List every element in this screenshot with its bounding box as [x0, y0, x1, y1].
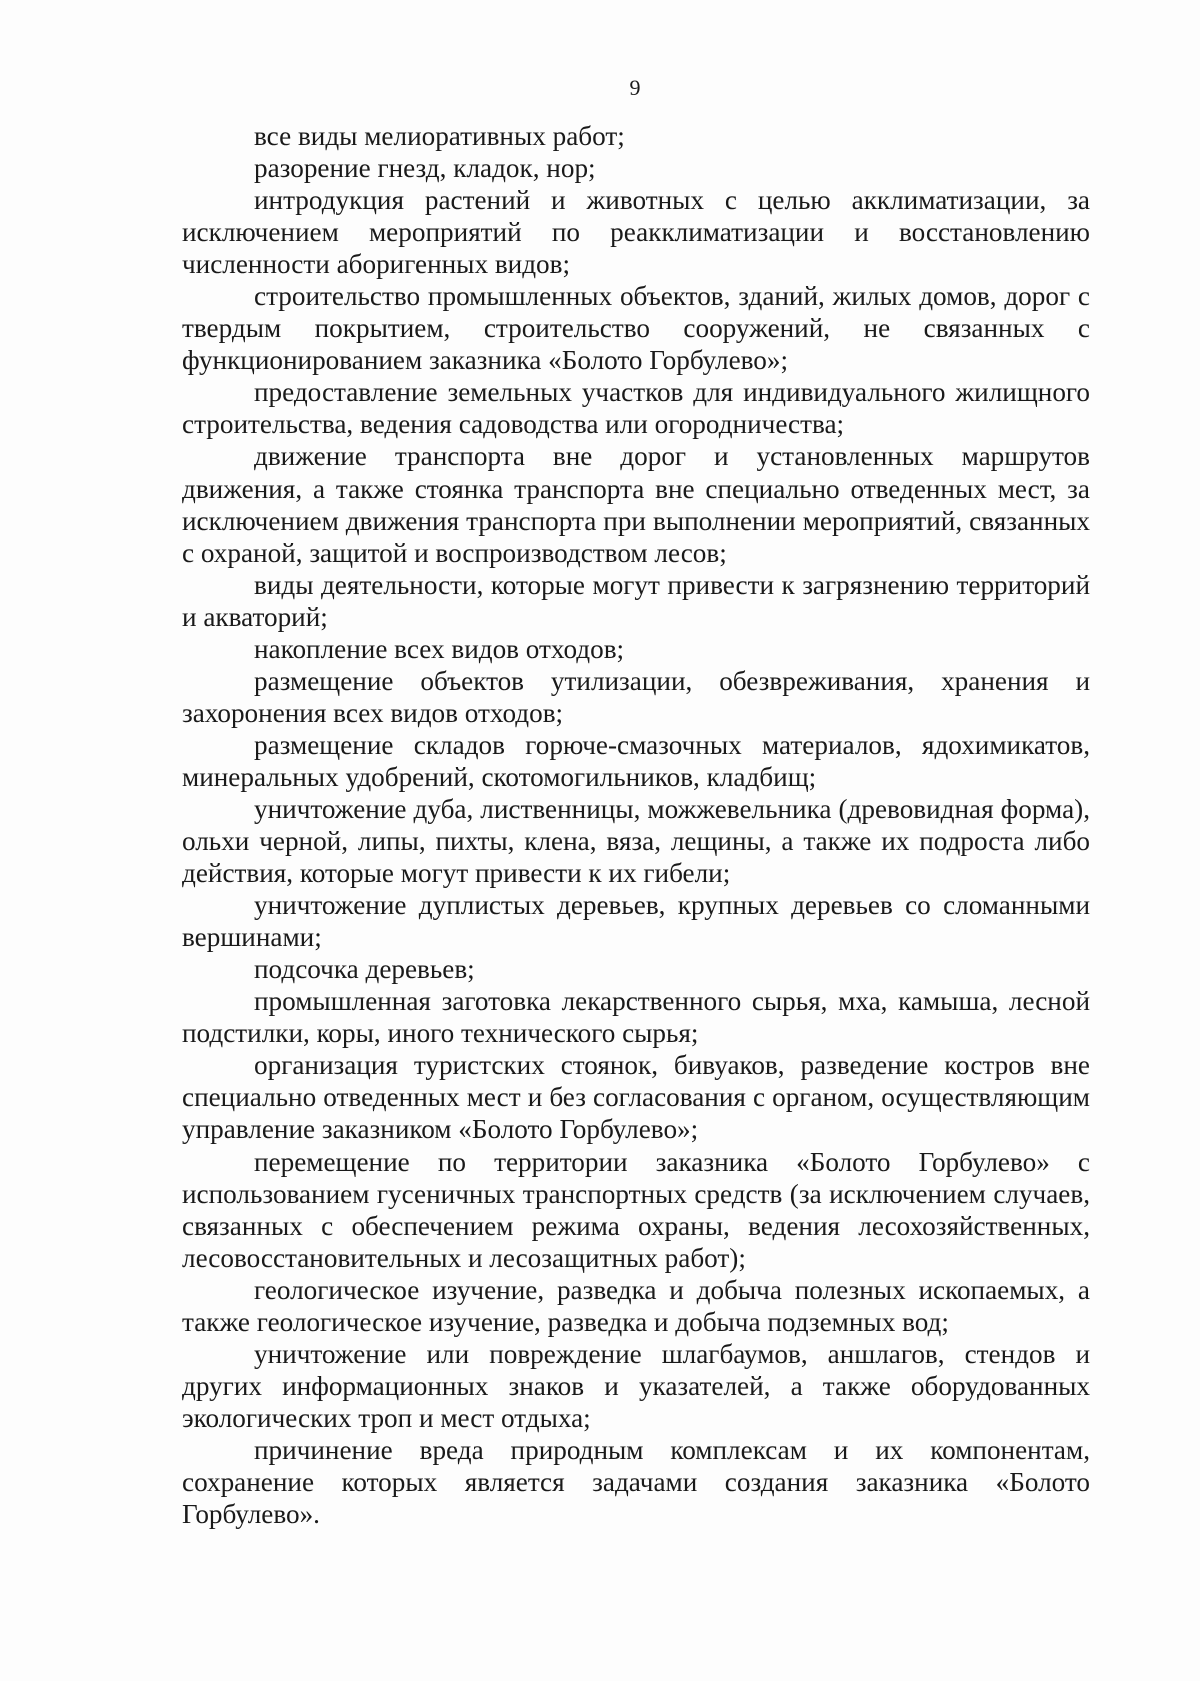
list-item: строительство промышленных объектов, зданий, жилых домов, дорог с твердым покрытием, строительство сооружений, не связанных с функционированием заказника «Болото Горбулево»; — [182, 281, 1090, 376]
list-item: размещение складов горюче-смазочных материалов, ядохимикатов, минеральных удобрений, скотомогильников, кладбищ; — [182, 729, 1090, 792]
list-item: движение транспорта вне дорог и установленных маршрутов движения, а также стоянка транспорта вне специально отведенных мест, за исключением движения транспорта при выполнении мероприятий, связанных с охраной, защитой и воспроизводством лесов; — [182, 441, 1090, 568]
list-item: уничтожение дуплистых деревьев, крупных деревьев со сломанными вершинами; — [182, 890, 1090, 953]
list-item: причинение вреда природным комплексам и их компонентам, сохранение которых является задачами создания заказника «Болото Горбулево». — [182, 1434, 1090, 1530]
list-item: подсочка деревьев; — [254, 954, 475, 985]
list-item: интродукция растений и животных с целью акклиматизации, за исключением мероприятий по реакклиматизации и восстановлению численности аборигенных видов; — [182, 185, 1090, 280]
list-item: виды деятельности, которые могут привести к загрязнению территорий и акваторий; — [182, 569, 1090, 632]
list-item: организация туристских стоянок, бивуаков, разведение костров вне специально отведенных мест и без согласования с органом, осуществляющим управление заказником «Болото Горбулево»; — [182, 1050, 1090, 1145]
list-item: уничтожение дуба, лиственницы, можжевельника (древовидная форма), ольхи черной, липы, пихты, клена, вяза, лещины, а также их подроста либо действия, которые могут привести к их гибели; — [182, 793, 1090, 889]
list-item: разорение гнезд, кладок, нор; — [254, 153, 596, 184]
list-item: предоставление земельных участков для индивидуального жилищного строительства, ведения садоводства или огородничества; — [182, 377, 1090, 440]
list-item: геологическое изучение, разведка и добыча полезных ископаемых, а также геологическое изучение, разведка и добыча подземных вод; — [182, 1274, 1090, 1337]
page-number: 9 — [629, 75, 641, 100]
list-item: накопление всех видов отходов; — [254, 633, 625, 664]
list-item: перемещение по территории заказника «Болото Горбулево» с использованием гусеничных транспортных средств (за исключением случаев, связанных с обеспечением режима охраны, ведения лесохозяйственных, лесовосстановительных и лесозащитных работ); — [182, 1146, 1090, 1273]
list-item: размещение объектов утилизации, обезвреживания, хранения и захоронения всех видов отходов; — [182, 665, 1090, 728]
list-item: уничтожение или повреждение шлагбаумов, аншлагов, стендов и других информационных знаков и указателей, а также оборудованных экологических троп и мест отдыха; — [182, 1338, 1090, 1433]
list-item: промышленная заготовка лекарственного сырья, мха, камыша, лесной подстилки, коры, иного технического сырья; — [182, 986, 1090, 1049]
list-item: все виды мелиоративных работ; — [254, 121, 625, 151]
prohibited-activities-list — [182, 120, 1090, 1530]
